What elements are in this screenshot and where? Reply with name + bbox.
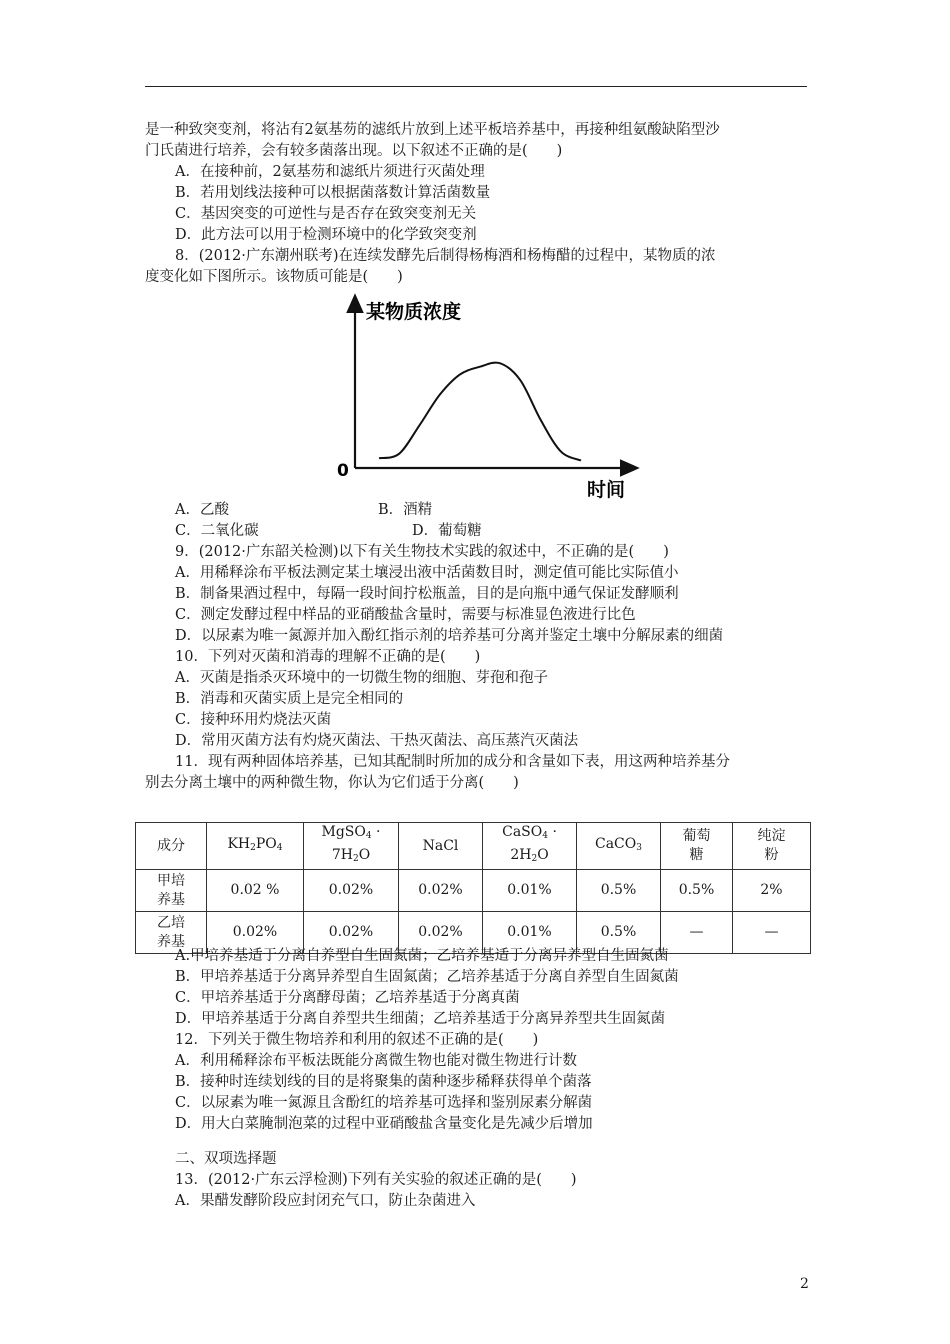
table-header: NaCl xyxy=(399,823,483,870)
option-d: D．以尿素为唯一氮源并加入酚红指示剂的培养基可分离并鉴定土壤中分解尿素的细菌 xyxy=(175,628,724,644)
table-cell: — xyxy=(733,912,811,954)
table-cell: 0.02 % xyxy=(207,870,304,912)
table-cell: 0.02% xyxy=(399,870,483,912)
table-header: CaCO$_3$ xyxy=(577,823,661,870)
text-line: 门氏菌进行培养，会有较多菌落出现。以下叙述不正确的是( ) xyxy=(145,143,563,159)
table-cell: — xyxy=(661,912,733,954)
table-cell: 0.02% xyxy=(399,912,483,954)
option-b: B．制备果酒过程中，每隔一段时间拧松瓶盖，目的是向瓶中通气保证发酵顺利 xyxy=(175,586,679,602)
option-d: D．用大白菜腌制泡菜的过程中亚硝酸盐含量变化是先减少后增加 xyxy=(175,1116,593,1132)
series-line xyxy=(379,363,581,461)
option-d: D．常用灭菌方法有灼烧灭菌法、干热灭菌法、高压蒸汽灭菌法 xyxy=(175,733,579,749)
option-a: A.甲培养基适于分离自养型自生固氮菌；乙培养基适于分离异养型自生固氮菌 xyxy=(175,948,669,964)
option-d: D．葡萄糖 xyxy=(412,523,482,539)
option-b: B．接种时连续划线的目的是将聚集的菌种逐步稀释获得单个菌落 xyxy=(175,1074,592,1090)
option-c: C．二氧化碳 xyxy=(175,523,259,539)
table-header: 纯淀 粉 xyxy=(733,823,811,870)
option-b: B．消毒和灭菌实质上是完全相同的 xyxy=(175,691,404,707)
question-stem: 9．(2012·广东韶关检测)以下有关生物技术实践的叙述中，不正确的是( ) xyxy=(175,544,669,560)
question-stem: 11．现有两种固体培养基，已知其配制时所加的成分和含量如下表，用这两种培养基分 xyxy=(175,754,730,770)
option-c: C．接种环用灼烧法灭菌 xyxy=(175,712,332,728)
option-a: A．利用稀释涂布平板法既能分离微生物也能对微生物进行计数 xyxy=(175,1053,577,1069)
table-cell: 乙培 养基 xyxy=(136,912,207,954)
option-c: C．测定发酵过程中样品的亚硝酸盐含量时，需要与标准显色液进行比色 xyxy=(175,607,636,623)
option-a: A．在接种前，2氨基芴和滤纸片须进行灭菌处理 xyxy=(175,164,485,180)
table-cell: 0.02% xyxy=(304,912,399,954)
origin-label: 0 xyxy=(337,461,349,481)
question-stem: 12．下列关于微生物培养和利用的叙述不正确的是( ) xyxy=(175,1032,539,1048)
question-stem: 度变化如下图所示。该物质可能是( ) xyxy=(145,269,403,285)
option-a: A．乙酸 xyxy=(175,502,229,518)
concentration-chart xyxy=(335,292,645,500)
option-b: B．甲培养基适于分离异养型自生固氮菌；乙培养基适于分离自养型自生固氮菌 xyxy=(175,969,679,985)
question-stem: 13．(2012·广东云浮检测)下列有关实验的叙述正确的是( ) xyxy=(175,1172,577,1188)
table-header: $KH_2PO_4$ xyxy=(207,823,304,870)
table-header: 成分 xyxy=(136,823,207,870)
header-rule xyxy=(145,86,807,87)
table-header: MgSO$_4$ · $7H_2O$ xyxy=(304,823,399,870)
table-cell: 0.02% xyxy=(207,912,304,954)
option-a: A．用稀释涂布平板法测定某土壤浸出液中活菌数目时，测定值可能比实际值小 xyxy=(175,565,679,581)
x-axis-label: 时间 xyxy=(587,479,626,500)
page-number: 2 xyxy=(800,1276,809,1292)
y-axis-label: 某物质浓度 xyxy=(366,301,462,323)
table-cell: 0.5% xyxy=(661,870,733,912)
table-header: 葡萄 糖 xyxy=(661,823,733,870)
table-cell: 0.01% xyxy=(483,870,577,912)
option-b: B．若用划线法接种可以根据菌落数计算活菌数量 xyxy=(175,185,491,201)
table-header: CaSO$_4$ · $2H_2O$ xyxy=(483,823,577,870)
table-cell: 0.01% xyxy=(483,912,577,954)
option-a: A．果醋发酵阶段应封闭充气口，防止杂菌进入 xyxy=(175,1193,476,1209)
option-d: D．此方法可以用于检测环境中的化学致突变剂 xyxy=(175,227,477,243)
section-title: 二、双项选择题 xyxy=(175,1151,277,1167)
question-stem: 8．(2012·广东潮州联考)在连续发酵先后制得杨梅酒和杨梅醋的过程中，某物质的浓 xyxy=(175,248,716,264)
text-line: 是一种致突变剂，将沾有2氨基芴的滤纸片放到上述平板培养基中，再接种组氨酸缺陷型沙 xyxy=(145,122,720,138)
media-composition-table xyxy=(135,822,811,954)
option-c: C．甲培养基适于分离酵母菌；乙培养基适于分离真菌 xyxy=(175,990,520,1006)
option-c: C．基因突变的可逆性与是否存在致突变剂无关 xyxy=(175,206,477,222)
question-stem: 10．下列对灭菌和消毒的理解不正确的是( ) xyxy=(175,649,481,665)
table-cell: 0.02% xyxy=(304,870,399,912)
option-b: B．酒精 xyxy=(378,502,433,518)
table-row xyxy=(136,870,811,912)
option-d: D．甲培养基适于分离自养型共生细菌；乙培养基适于分离异养型共生固氮菌 xyxy=(175,1011,666,1027)
option-c: C．以尿素为唯一氮源且含酚红的培养基可选择和鉴别尿素分解菌 xyxy=(175,1095,593,1111)
option-a: A．灭菌是指杀灭环境中的一切微生物的细胞、芽孢和孢子 xyxy=(175,670,548,686)
table-cell: 0.5% xyxy=(577,870,661,912)
table-cell: 2% xyxy=(733,870,811,912)
question-stem: 别去分离土壤中的两种微生物，你认为它们适于分离( ) xyxy=(145,775,519,791)
table-cell: 甲培 养基 xyxy=(136,870,207,912)
table-cell: 0.5% xyxy=(577,912,661,954)
